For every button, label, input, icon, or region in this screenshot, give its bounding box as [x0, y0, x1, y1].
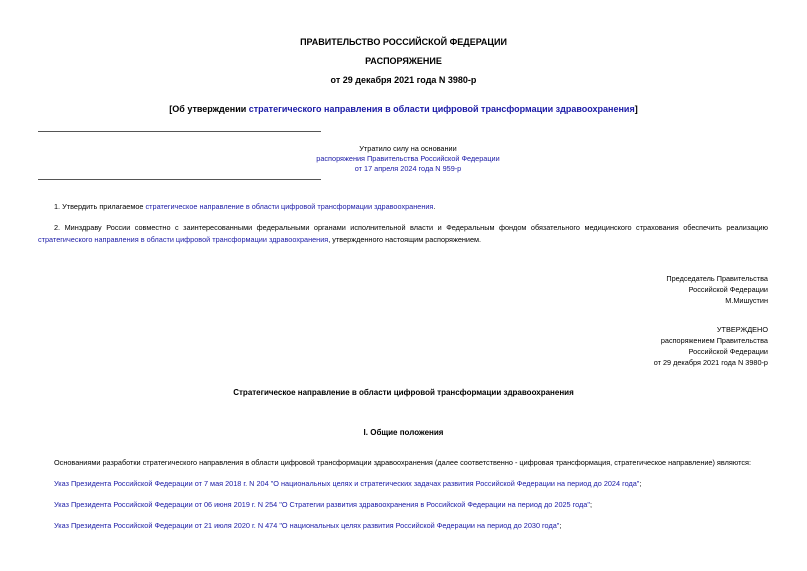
- signature-name: М.Мишустин: [725, 296, 768, 305]
- decree-link[interactable]: Указ Президента Российской Федерации от 06 июня 2019 г. N 254 "О Стратегии развития здравоохранения в Российской Федерации на период до 2025 года": [54, 500, 590, 509]
- divider-top: [38, 131, 321, 132]
- approved-date: от 29 декабря 2021 года N 3980-р: [653, 358, 768, 367]
- document-type: РАСПОРЯЖЕНИЕ: [365, 56, 442, 66]
- paragraph-2: [38, 222, 768, 246]
- p1-prefix: 1. Утвердить прилагаемое: [54, 202, 146, 211]
- p2-prefix: 2. Минздраву России совместно с заинтересованными федеральными органами исполнительной власти и Федеральным фондом обязательного медицинского страхования обеспечить реализацию: [54, 223, 768, 232]
- decree-link[interactable]: Указ Президента Российской Федерации от 21 июля 2020 г. N 474 "О национальных целях развития Российской Федерации на период до 2030 года": [54, 521, 560, 530]
- decree-item: [54, 500, 592, 509]
- decree-suffix: ;: [589, 500, 592, 509]
- approved-country: Российской Федерации: [688, 347, 768, 356]
- invalid-note-text: Утратило силу на основании: [359, 144, 457, 153]
- paragraph-1: [54, 202, 435, 211]
- basis-text: Основаниями разработки стратегического направления в области цифровой трансформации здравоохранения (далее соответственно - цифровая трансформация, стратегическое направление) являются:: [54, 458, 752, 467]
- approved-by: распоряжением Правительства: [660, 336, 768, 345]
- government-heading: ПРАВИТЕЛЬСТВО РОССИЙСКОЙ ФЕДЕРАЦИИ: [300, 37, 507, 47]
- invalid-note-link-2[interactable]: [208, 164, 608, 173]
- strategy-title: Стратегическое направление в области цифровой трансформации здравоохранения: [233, 388, 574, 397]
- section-1-title: I. Общие положения: [363, 428, 444, 437]
- approved-label: УТВЕРЖДЕНО: [716, 325, 768, 334]
- signature-country: Российской Федерации: [688, 285, 768, 294]
- title-close: ]: [634, 104, 638, 114]
- p1-suffix: .: [433, 202, 436, 211]
- decree-item: [54, 479, 641, 488]
- title-link[interactable]: стратегического направления в области цифровой трансформации здравоохранения: [248, 104, 635, 114]
- signature-position: Председатель Правительства: [666, 274, 768, 283]
- repeal-order-date-link[interactable]: от 17 апреля 2024 года N 959-р: [354, 164, 462, 173]
- p2-suffix: , утвержденного настоящим распоряжением.: [328, 235, 482, 244]
- decree-link[interactable]: Указ Президента Российской Федерации от 7 мая 2018 г. N 204 "О национальных целях и стратегических задачах развития Российской Федерации на период до 2024 года": [54, 479, 640, 488]
- document-date-number: от 29 декабря 2021 года N 3980-р: [330, 75, 477, 85]
- decree-item: [54, 521, 561, 530]
- p1-strategy-link[interactable]: стратегическое направление в области цифровой трансформации здравоохранения: [145, 202, 434, 211]
- title-open: [Об утверждении: [169, 104, 249, 114]
- p2-strategy-link[interactable]: стратегического направления в области цифровой трансформации здравоохранения: [38, 235, 329, 244]
- divider-bottom: [38, 179, 321, 180]
- document-title: [0, 104, 807, 114]
- repeal-order-link[interactable]: распоряжения Правительства Российской Федерации: [316, 154, 500, 163]
- decree-suffix: ;: [639, 479, 642, 488]
- decree-suffix: ;: [559, 521, 562, 530]
- invalid-note-link-1[interactable]: [208, 154, 608, 163]
